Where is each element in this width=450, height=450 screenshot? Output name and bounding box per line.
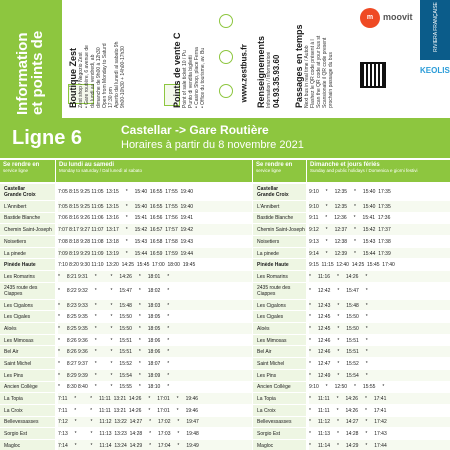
weekday-times: * 8:26 9:36 * * 15:51 * 18:06 *	[58, 337, 170, 344]
table-row	[0, 323, 450, 335]
sunday-times: 9:15 11:15 12:40 14:25 15:45 17:40	[309, 262, 395, 269]
stop-name: Chemin Saint-Joseph	[0, 224, 55, 236]
table-row	[0, 300, 450, 312]
renseignements-block: Renseignements Information / Informazioni 04.93.35.93.60	[256, 35, 281, 108]
sunday-times: 9:11 * 12:36 * 15:41 17:36	[309, 215, 391, 222]
table-row	[0, 259, 450, 271]
header-service-right: Se rendre en service ligne	[253, 160, 306, 182]
timetable	[0, 160, 450, 450]
stop-name: Saint Michel	[253, 358, 306, 370]
moovit-label: moovit	[383, 12, 413, 22]
stop-name: L'Annibert	[253, 201, 306, 213]
header-sunday: Dimanche et jours fériés Sunday and public holidays / Domenica e giorni festivi	[307, 160, 450, 182]
weekday-times: 7:13 * * 11:13 13:23 14:28 * 17:03 * 19:48	[58, 431, 199, 438]
table-row	[0, 370, 450, 382]
stop-name: Les Mimosas	[253, 335, 306, 347]
table-row	[0, 335, 450, 347]
qr-code-icon	[360, 62, 386, 88]
weekday-times: 7:07 8:17 9:27 11:07 13:17 * 15:42 16:57 17:57 19:42	[58, 224, 252, 236]
table-row	[0, 358, 450, 370]
weekday-times: * 8:22 9:32 * * 15:47 * 18:02 *	[58, 288, 170, 295]
header-weekday: Du lundi au samedi Monday to saturday / Dal lunedì al sabato	[56, 160, 252, 182]
stop-name: La Topia	[253, 393, 306, 405]
stop-name: Sorgio Est	[0, 428, 55, 440]
stop-name: Les Cigalons	[0, 300, 55, 312]
info-circle-icon	[219, 14, 233, 28]
stop-name: Bel Air	[0, 346, 55, 358]
sunday-times: * 12:45 * 15:50 *	[309, 314, 368, 321]
table-row	[0, 184, 450, 201]
table-row	[0, 271, 450, 283]
sunday-times: * 12:43 * 15:48 *	[309, 300, 450, 312]
table-row	[0, 201, 450, 213]
weekday-times: 7:05 8:15 9:25 11:05 13:15 * 15:40 16:55 17:55 19:40	[58, 201, 252, 213]
table-row	[0, 346, 450, 358]
sunday-times: * 12:46 * 15:51 *	[309, 337, 368, 344]
sunday-times: * 11:11 * 14:26 * 17:41	[309, 407, 387, 414]
weekday-times: 7:10 8:20 9:30 11:10 13:20 14:25 15:45 17:00 18:00 19:45	[58, 262, 196, 269]
line-banner	[0, 118, 450, 158]
weekday-times: * 8:30 8:40 * * 15:55 * 18:10 *	[58, 384, 170, 391]
weekday-times: * 8:25 9:35 * * 15:50 * 18:05 *	[58, 323, 252, 335]
stop-name: Bastide Blanche	[253, 213, 306, 225]
stop-name: Les Cigales	[253, 311, 306, 323]
stop-name: Castellar Grande Croix	[253, 184, 306, 201]
weekday-times: * 8:23 9:33 * * 15:48 * 18:03 *	[58, 300, 252, 312]
stop-name: Les Romarins	[253, 271, 306, 283]
weekday-times: * 8:25 9:35 * * 15:50 * 18:05 *	[58, 314, 170, 321]
stop-name: Bellevessasses	[0, 417, 55, 429]
sunday-times: * 11:12 * 14:27 * 17:42	[309, 417, 450, 429]
stop-name: La Croix	[0, 405, 55, 417]
table-row	[0, 213, 450, 225]
stop-name: La Croix	[253, 405, 306, 417]
boutique-block: Boutique Zest Zest shop / Negozio Zest • Gare routière, 6 avenue de du lundi au vendredi, ab dimanche de 9h00 à 12h30 Open from Monday to Saturd 17:30 pm Aperto dal lunedì al sabato 9h 9h00-10h30 + 14h00-17h30	[68, 41, 126, 108]
stop-name: 2435 route des Ciappes	[253, 283, 306, 300]
stop-name: Pinède Haute	[0, 259, 55, 271]
weekday-times: 7:11 * * 11:11 13:21 14:26 * 17:01 * 19:46	[58, 393, 252, 405]
stop-name: Noisetiers	[253, 236, 306, 248]
points-vente-block: Points de vente C Point of sale ticket 10 / Pu Punto di vendita biglietti • Casino Shop, place Ferna • Office du tourisme, av. Bu	[172, 32, 206, 108]
phone-circle-icon	[219, 84, 233, 98]
stop-name: Aloès	[0, 323, 55, 335]
sunday-times: 9:14 * 12:39 * 15:44 17:39	[309, 248, 450, 260]
weekday-times: 7:12 * * 11:12 13:22 14:27 * 17:02 * 19:47	[58, 417, 252, 429]
website-link[interactable]: www.zestbus.fr	[239, 44, 249, 103]
info-strip	[0, 0, 450, 118]
stop-name: Ancien Collège	[253, 382, 306, 394]
stop-name: Bellevessasses	[253, 417, 306, 429]
stop-name: Chemin Saint-Joseph	[253, 224, 306, 236]
sunday-times: 9:10 * 12:50 * 15:55 *	[309, 384, 385, 391]
moovit-logo-icon: m	[360, 8, 380, 28]
table-row	[0, 393, 450, 405]
table-row	[0, 283, 450, 300]
table-row	[0, 417, 450, 429]
stop-name: L'Annibert	[0, 201, 55, 213]
stop-name: Les Cigales	[0, 311, 55, 323]
weekday-times: 7:09 8:19 9:29 11:09 13:19 * 15:44 16:59 17:59 19:44	[58, 248, 252, 260]
table-row	[0, 311, 450, 323]
stop-name: Bastide Blanche	[0, 213, 55, 225]
schedule-start-date: Horaires à partir du 8 novembre 2021	[121, 139, 304, 151]
timetable-rows	[0, 184, 450, 450]
stop-name: Magloc	[0, 440, 55, 450]
stop-name: Saint Michel	[0, 358, 55, 370]
stop-name: Aloès	[253, 323, 306, 335]
weekday-times: 7:05 8:15 9:25 11:05 13:15 * 15:40 16:55 17:55 19:40	[58, 189, 194, 196]
stop-name: Les Romarins	[0, 271, 55, 283]
stop-name: Magloc	[253, 440, 306, 450]
sunday-times: * 12:42 * 15:47 *	[309, 288, 368, 295]
table-row	[0, 224, 450, 236]
stop-name: Ancien Collège	[0, 382, 55, 394]
stop-name: Les Pins	[253, 370, 306, 382]
stop-name: Sorgio Est	[253, 428, 306, 440]
table-row	[0, 236, 450, 248]
weekday-times: * 8:21 9:31 * * 14:26 * 18:01 *	[58, 271, 252, 283]
sunday-times: * 12:45 * 15:50 *	[309, 323, 450, 335]
sunday-times: * 11:13 * 14:28 * 17:43	[309, 431, 387, 438]
stop-name: Les Cigalons	[253, 300, 306, 312]
weekday-times: 7:14 * * 11:14 13:24 14:29 * 17:04 * 19:49	[58, 440, 252, 450]
weekday-times: * 8:29 9:39 * * 15:54 * 18:09 *	[58, 370, 252, 382]
sunday-times: 9:12 * 12:37 * 15:42 17:37	[309, 224, 450, 236]
stop-name: Castellar Grande Croix	[0, 184, 55, 201]
sunday-times: * 11:11 * 14:26 * 17:41	[309, 393, 450, 405]
stop-name: 2435 route des Ciappes	[0, 283, 55, 300]
sunday-times: 9:10 * 12:35 * 15:40 17:35	[309, 201, 450, 213]
stop-name: Pinède Haute	[253, 259, 306, 271]
sunday-times: 9:13 * 12:38 * 15:43 17:38	[309, 238, 391, 245]
table-row	[0, 428, 450, 440]
weekday-times: * 8:26 9:36 * * 15:51 * 18:06 *	[58, 346, 252, 358]
keolis-logo: KEOLIS	[420, 66, 450, 75]
table-row	[0, 248, 450, 260]
stop-name: La pinede	[253, 248, 306, 260]
line-title: Ligne 6	[12, 127, 83, 149]
route-title: Castellar -> Gare Routière	[121, 123, 269, 137]
header-service-left: Se rendre en service ligne	[0, 160, 55, 182]
passages-block: Passages en temps Next bus in real time / Autob Flashez le QR code présent à l Scan the QR code at your bus st Scansionate il QR code present prochain passage du bus	[294, 24, 334, 108]
stop-name: La Topia	[0, 393, 55, 405]
sunday-times: * 12:46 * 15:51 *	[309, 346, 450, 358]
weekday-times: 7:08 8:18 9:28 11:08 13:18 * 15:43 16:58 17:58 19:43	[58, 238, 194, 245]
sunday-times: * 11:16 * 14:26 *	[309, 271, 450, 283]
stop-name: Bel Air	[253, 346, 306, 358]
sunday-times: * 12:49 * 15:54 *	[309, 370, 450, 382]
stop-name: Les Pins	[0, 370, 55, 382]
table-row	[0, 405, 450, 417]
weekday-times: 7:06 8:16 9:26 11:06 13:16 * 15:41 16:56 17:56 19:41	[58, 215, 194, 222]
region-logo: RIVIERA FRANÇAISE	[420, 0, 450, 60]
sunday-times: * 12:47 * 15:52 *	[309, 361, 368, 367]
sunday-times: * 11:14 * 14:29 * 17:44	[309, 440, 450, 450]
table-row	[0, 440, 450, 450]
info-title: Information et points de	[14, 30, 46, 115]
info-circle-icon	[219, 50, 233, 64]
stop-name: La pinede	[0, 248, 55, 260]
table-row	[0, 382, 450, 394]
sunday-times: 9:10 * 12:35 * 15:40 17:35	[309, 189, 391, 196]
stop-name: Noisetiers	[0, 236, 55, 248]
weekday-times: * 8:27 9:37 * * 15:52 * 18:07 *	[58, 361, 170, 367]
stop-name: Les Mimosas	[0, 335, 55, 347]
weekday-times: 7:11 * * 11:11 13:21 14:26 * 17:01 * 19:46	[58, 407, 199, 414]
